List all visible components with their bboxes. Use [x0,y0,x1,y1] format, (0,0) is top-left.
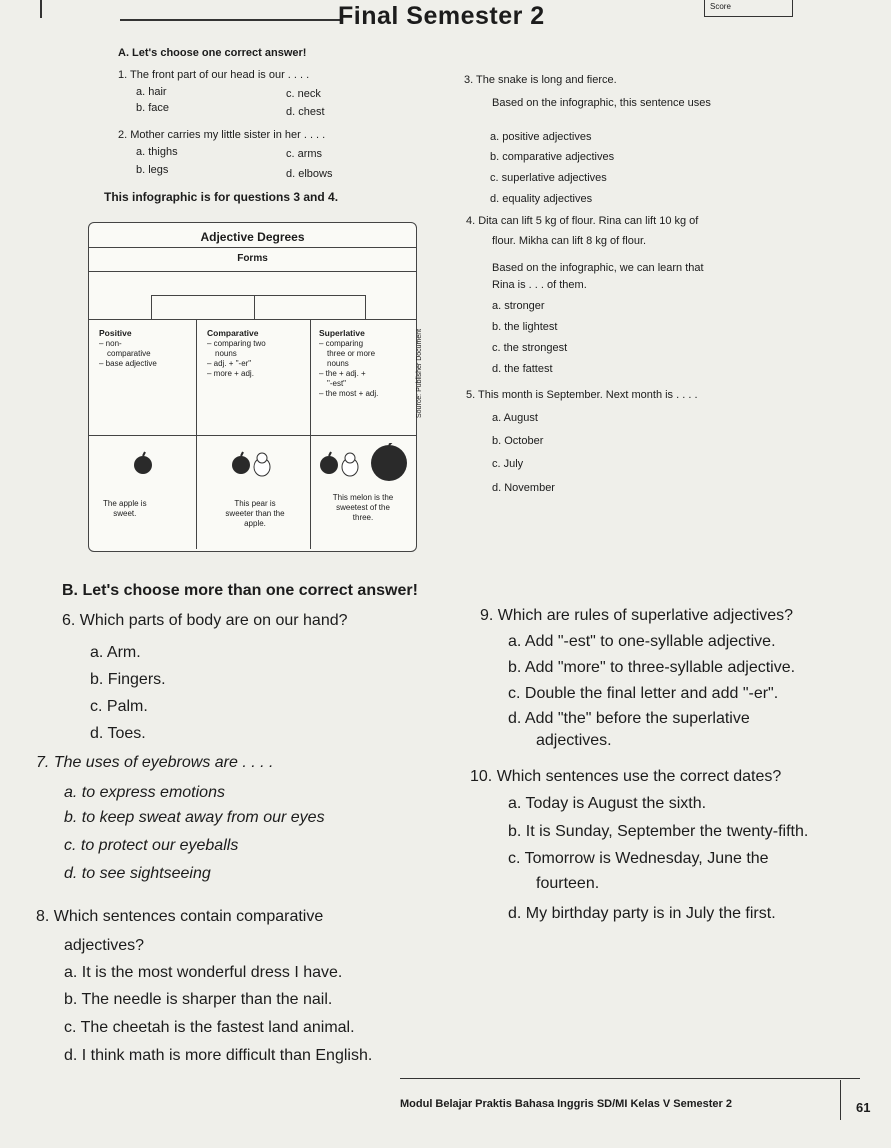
positive-column [99,328,157,369]
adjective-degrees-infographic [88,222,417,552]
superlative-line: "-est" [327,379,347,388]
q7-option-d[interactable]: d. to see sightseeing [64,865,211,882]
example-line: three. [352,513,374,522]
apple-pear-melon-icon [317,443,412,483]
q1-option-d[interactable]: d. chest [286,106,325,118]
q2-option-b[interactable]: b. legs [136,164,169,176]
positive-line: comparative [107,349,151,358]
q9-option-d-cont: adjectives. [536,732,612,749]
q10-option-a[interactable]: a. Today is August the sixth. [508,795,707,812]
q4-option-d[interactable]: d. the fattest [492,363,553,375]
q3-option-b[interactable]: b. comparative adjectives [490,151,615,163]
comparative-line: – comparing two [207,339,266,348]
q3-text-2: Based on the infographic, this sentence uses [492,97,711,109]
superlative-column [319,328,378,399]
example-line: This pear is [234,499,276,508]
apple-icon [131,451,155,475]
q6-option-d[interactable]: d. Toes. [90,725,146,742]
positive-line: – base adjective [99,359,157,368]
q10-option-d[interactable]: d. My birthday party is in July the first. [508,905,776,922]
q8-text: 8. Which sentences contain comparative [36,908,324,925]
example-superlative [315,493,411,523]
q5-text: 5. This month is September. Next month is . . . . [466,389,698,401]
q8-text-2: adjectives? [64,937,145,954]
footer-text: Modul Belajar Praktis Bahasa Inggris SD/MI Kelas V Semester 2 [400,1098,732,1110]
q7-option-a[interactable]: a. to express emotions [64,784,225,801]
q4-option-c[interactable]: c. the strongest [492,342,568,354]
superlative-title: Superlative [319,328,365,338]
page-number: 61 [856,1100,871,1115]
q2-option-a[interactable]: a. thighs [136,146,178,158]
comparative-line: – more + adj. [207,369,254,378]
example-line: The apple is [103,499,147,508]
q1-option-a[interactable]: a. hair [136,86,167,98]
footer-divider [840,1080,841,1120]
infographic-title: Adjective Degrees [89,223,416,248]
example-line: sweetest of the [336,503,390,512]
q4-text-4: Rina is . . . of them. [492,279,587,291]
q5-option-d[interactable]: d. November [492,482,555,494]
superlative-line: nouns [327,359,349,368]
q10-option-c-cont: fourteen. [536,875,600,892]
example-positive [103,499,147,519]
margin-mark [40,0,42,18]
q8-option-b[interactable]: b. The needle is sharper than the nail. [64,991,333,1008]
score-box: Score [704,0,793,17]
q1-text: 1. The front part of our head is our . . . . [118,69,310,81]
source-note [416,329,423,418]
q3-option-c[interactable]: c. superlative adjectives [490,172,607,184]
q10-option-c[interactable]: c. Tomorrow is Wednesday, June the [508,850,769,867]
example-line: This melon is the [332,493,394,502]
q8-option-a[interactable]: a. It is the most wonderful dress I have. [64,964,343,981]
q10-text: 10. Which sentences use the correct dates? [470,768,782,785]
q9-text: 9. Which are rules of superlative adjectives? [480,607,794,624]
q7-text: 7. The uses of eyebrows are . . . . [36,754,274,771]
q7-option-c[interactable]: c. to protect our eyeballs [64,837,239,854]
example-line: sweeter than the [225,509,285,518]
infographic-intro: This infographic is for questions 3 and 4. [104,190,339,204]
q3-option-a[interactable]: a. positive adjectives [490,131,592,143]
q6-option-b[interactable]: b. Fingers. [90,671,166,688]
superlative-line: three or more [327,349,376,358]
infographic-forms-label: Forms [237,253,268,264]
q4-option-b[interactable]: b. the lightest [492,321,558,333]
q6-option-c[interactable]: c. Palm. [90,698,148,715]
section-b-heading: B. Let's choose more than one correct answer! [62,582,418,599]
q9-option-a[interactable]: a. Add "-est" to one-syllable adjective. [508,633,776,650]
q1-option-b[interactable]: b. face [136,102,170,114]
section-a-heading: A. Let's choose one correct answer! [118,47,307,59]
comparative-title: Comparative [207,328,259,338]
q1-option-c[interactable]: c. neck [286,88,321,100]
comparative-column [207,328,266,379]
q5-option-b[interactable]: b. October [492,435,544,447]
q3-option-d[interactable]: d. equality adjectives [490,193,593,205]
footer-rule [400,1078,860,1079]
q5-option-c[interactable]: c. July [492,458,524,470]
q4-option-a[interactable]: a. stronger [492,300,545,312]
q2-option-d[interactable]: d. elbows [286,168,333,180]
source-text: Source: Publisher Document [416,328,423,418]
q4-text-2: flour. Mikha can lift 8 kg of flour. [492,235,647,247]
example-comparative [205,499,305,529]
comparative-line: – adj. + "-er" [207,359,252,368]
q4-text: 4. Dita can lift 5 kg of flour. Rina can lift 10 kg of [466,215,699,227]
q9-option-c[interactable]: c. Double the final letter and add "-er". [508,685,779,702]
q9-option-d[interactable]: d. Add "the" before the superlative [508,710,750,727]
example-line: apple. [244,519,266,528]
positive-line: – non- [99,339,122,348]
header-rule [120,19,340,21]
apple-pear-icon [229,449,279,477]
q8-option-d[interactable]: d. I think math is more difficult than English. [64,1047,373,1064]
q9-option-b[interactable]: b. Add "more" to three-syllable adjective. [508,659,796,676]
q3-text: 3. The snake is long and fierce. [464,74,617,86]
q2-text: 2. Mother carries my little sister in her . . . . [118,129,326,141]
superlative-line: – comparing [319,339,364,348]
q8-option-c[interactable]: c. The cheetah is the fastest land animal. [64,1019,355,1036]
q5-option-a[interactable]: a. August [492,412,538,424]
comparative-line: nouns [215,349,237,358]
page-title: Final Semester 2 [338,2,545,30]
q2-option-c[interactable]: c. arms [286,148,323,160]
superlative-line: – the + adj. + [319,369,366,378]
q6-option-a[interactable]: a. Arm. [90,644,141,661]
superlative-line: – the most + adj. [319,389,379,398]
q6-text: 6. Which parts of body are on our hand? [62,612,348,629]
q4-text-3: Based on the infographic, we can learn that [492,262,704,274]
q7-option-b[interactable]: b. to keep sweat away from our eyes [64,809,325,826]
q10-option-b[interactable]: b. It is Sunday, September the twenty-fifth. [508,823,809,840]
positive-title: Positive [99,328,132,338]
example-line: sweet. [113,509,137,518]
